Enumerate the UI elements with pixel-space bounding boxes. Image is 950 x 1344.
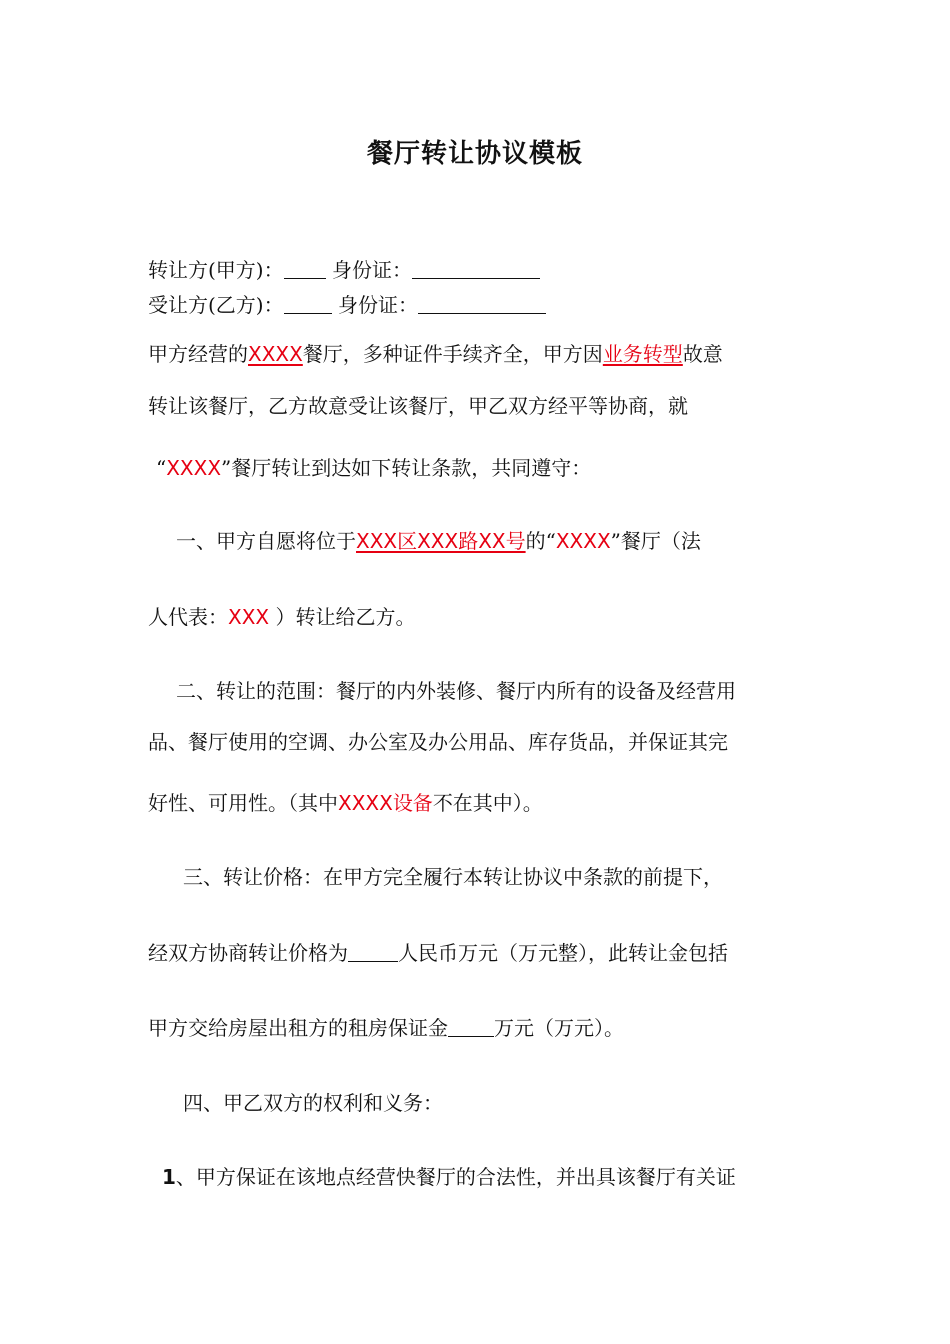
party-b-line	[148, 291, 546, 319]
intro-text: ”餐厅转让到达如下转让条款，共同遵守：	[221, 456, 592, 480]
intro-line-1	[148, 340, 723, 368]
party-a-id-blank[interactable]	[412, 258, 540, 279]
intro-line-3	[156, 454, 591, 482]
clause-1-line-2	[148, 603, 415, 631]
party-a-line	[148, 256, 540, 284]
transfer-reason: 业务转型	[602, 342, 683, 366]
restaurant-name-placeholder: XXXX	[248, 342, 303, 366]
restaurant-address: XXX区XXX路XX号	[356, 529, 526, 553]
clause-text: 人民币万元（万元整），此转让金包括	[398, 941, 728, 965]
clause-text: 、甲方保证在该地点经营快餐厅的合法性，并出具该餐厅有关证	[175, 1165, 736, 1189]
document-title: 餐厅转让协议模板	[366, 139, 583, 169]
clause-3-line-3	[148, 1014, 624, 1042]
clause-text: 不在其中）。	[432, 791, 543, 815]
clause-text: 万元（万元）。	[494, 1016, 624, 1040]
intro-line-2: 转让该餐厅，乙方故意受让该餐厅，甲乙双方经平等协商，就	[148, 394, 688, 418]
clause-text: 好性、可用性。（其中	[148, 791, 338, 815]
clause-2-line-2: 品、餐厅使用的空调、办公室及办公用品、库存货品，并保证其完	[148, 730, 728, 754]
party-a-name-blank[interactable]	[284, 258, 326, 279]
restaurant-name-placeholder: XXXX	[166, 456, 222, 480]
clause-text: 人代表：	[148, 605, 228, 629]
deposit-blank[interactable]	[448, 1016, 494, 1037]
intro-text: 故意	[682, 342, 723, 366]
party-b-name-blank[interactable]	[284, 293, 332, 314]
quote-open: “	[156, 456, 167, 480]
intro-text: 甲方经营的	[148, 342, 248, 366]
clause-4-item-1	[162, 1163, 736, 1191]
clause-3-line-1: 三、转让价格：在甲方完全履行本转让协议中条款的前提下，	[183, 865, 723, 889]
clause-text: 经双方协商转让价格为	[148, 941, 348, 965]
party-b-label: 受让方(乙方)：	[148, 293, 284, 317]
clause-text: 甲方交给房屋出租方的租房保证金	[148, 1016, 448, 1040]
party-b-id-label: 身份证：	[337, 293, 418, 317]
clause-text: ”餐厅（法	[610, 529, 701, 553]
restaurant-name-placeholder: XXXX	[555, 529, 611, 553]
clause-2-line-3	[148, 789, 543, 817]
party-a-label: 转让方(甲方)：	[148, 258, 284, 282]
party-b-id-blank[interactable]	[418, 293, 546, 314]
excluded-equipment: XXXX	[338, 791, 393, 815]
item-number: 1	[162, 1165, 176, 1189]
excluded-equipment: 设备	[392, 791, 433, 815]
clause-text: 一、甲方自愿将位于	[176, 529, 356, 553]
clause-text: 的“	[525, 529, 556, 553]
clause-3-line-2	[148, 939, 728, 967]
intro-text: 餐厅，多种证件手续齐全，甲方因	[302, 342, 603, 366]
clause-2-line-1: 二、转让的范围：餐厅的内外装修、餐厅内所有的设备及经营用	[176, 679, 736, 703]
clause-1-line-1	[176, 527, 701, 555]
clause-text: ）转让给乙方。	[275, 605, 416, 629]
clause-4-heading: 四、甲乙双方的权利和义务：	[183, 1091, 443, 1115]
legal-representative: XXX	[228, 605, 270, 629]
price-blank[interactable]	[348, 941, 398, 962]
party-a-id-label: 身份证：	[331, 258, 412, 282]
